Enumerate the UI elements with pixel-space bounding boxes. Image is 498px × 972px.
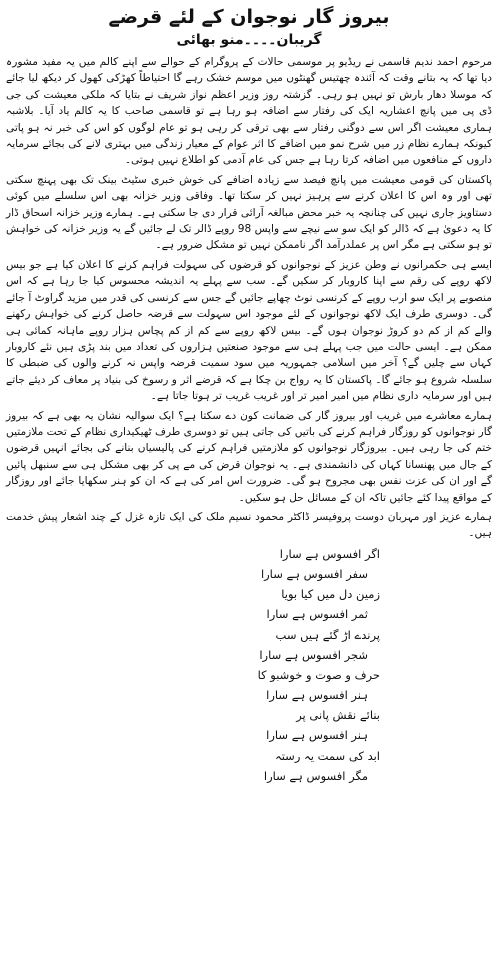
article-byline: گریبان۔۔۔۔منو بھائی — [176, 32, 322, 48]
poem-line: حرف و صوت و خوشبو کا — [257, 667, 380, 682]
poem-line: ابد کی سمت یہ رستہ — [274, 748, 380, 763]
article-body — [6, 54, 492, 542]
paragraph: ہمارے معاشرے میں غریب اور بیروز گار کی ضمانت کون دے سکتا ہے؟ ایک سوالیہ نشان یہ بھی ہے کہ بیروز گار نوجوانوں کو روزگار فراہم کرنے کی باتیں کی جاتی ہیں تو دوسری طرف ٹھیکیداری نظام کے تحت ملازمتیں ختم کی جا رہی ہیں۔ بیروزگار نوجوانوں کو ملازمتیں فراہم کرنے کی پالیسیاں بنانے کی بجائے انہیں قرضوں کے جال میں پھنسانا کہاں کی دانشمندی ہے۔ یہ نوجوان قرض کی مے پی کر بھی مشکل ہی سے سنبھل پائیں گے اور ان کی عزت نفس بھی مجروح ہو گی۔ ضرورت اس امر کی ہے کہ ان کو ہنر سکھایا جائے اور روزگار کے مواقع پیدا کئے جائیں تاکہ ان کے مسائل حل ہو سکیں۔ — [6, 409, 492, 504]
poem — [6, 544, 492, 786]
poem-line: سفر افسوس ہے سارا — [260, 566, 368, 581]
poem-line: زمین دل میں کیا بویا — [281, 587, 380, 602]
verse-intro: ہمارے عزیز اور مہربان دوست پروفیسر ڈاکٹر محمود نسیم ملک کی ایک تازہ غزل کے چند اشعار پیش خدمت ہیں۔ — [6, 510, 492, 540]
poem-line: اگر افسوس ہے سارا — [279, 546, 380, 561]
poem-line: شجر افسوس ہے سارا — [259, 647, 368, 662]
paragraph: پاکستان کی قومی معیشت میں پانچ فیصد سے زیادہ اضافے کی خوش خبری سٹیٹ بینک تک بھی پہنچ سکتی تھی اور وہ اس کا اعلان کرنے سے پرہیز نہیں کر سکتا تھا۔ وفاقی وزیر خزانہ بھی اس سلسلے میں کوئی دستاویز جاری نہیں کی چنانچہ یہ خبر محض مبالغہ آرائی قرار دی جا سکتی ہے۔ ہمارے وزیر خزانہ اسحاق ڈار کا یہ دعویٰ ہے کہ ڈالر کو ایک سو سے نیچے سے واپس 98 روپے ڈالر تک لے جائیں گے یہ وزیر خزانہ کی خواہش تو ہو سکتی ہے مگر اس پر عملدرآمد اگر ناممکن نہیں تو مشکل ضرور ہے۔ — [6, 173, 492, 252]
poem-line: مگر افسوس ہے سارا — [263, 768, 368, 783]
poem-line: بنائے نقش پانی پر — [296, 708, 380, 723]
poem-line: ہنر افسوس ہے سارا — [266, 728, 368, 743]
poem-line: ہنر افسوس ہے سارا — [266, 688, 368, 703]
paragraph: ایسے ہی حکمرانوں نے وطن عزیز کے نوجوانوں کو قرضوں کی سہولت فراہم کرنے کا اعلان کیا ہے جو بیس لاکھ روپے کی رقم سے اپنا کاروبار کر سکیں گے۔ سب سے پہلے یہ اندیشہ محسوس کیا جا رہا ہے کہ اس منصوبے پر ایک سو ارب روپے کے کرنسی نوٹ چھاپے جائیں گے جس سے کرنسی کی قدر میں مزید گراوٹ آ جائے گی۔ دوسری طرف ایک لاکھ نوجوانوں کے لئے موجود اس سہولت سے قرضہ حاصل کرنے کی خواہش رکھنے والے کم از کم دو کروڑ نوجوان ہوں گے۔ بیس لاکھ روپے سے کم از کم پچاس ہزار روپے ماہانہ کمائی ہی ممکن ہے۔ ایسی حالت میں جب پہلے ہی سے موجود صنعتیں ہزاروں کی تعداد میں بند پڑی ہیں نئے کاروبار کہاں سے چلیں گے؟ آخر میں اسلامی جمہوریہ میں سود سمیت قرضہ واپس نہ کرنے والوں کی ضبطی کا سلسلہ شروع ہو جائے گا۔ پاکستان کا یہ رواج بن چکا ہے کہ قرضے اثر و رسوخ کی بنیاد پر معاف کر دیئے جاتے ہیں اور سرمایہ داری نظام میں امیر امیر تر اور غریب غریب تر ہوتا جاتا ہے۔ — [6, 258, 492, 403]
poem-line: ثمر افسوس ہے سارا — [266, 607, 368, 622]
article-title: بیروز گار نوجوان کے لئے قرضے — [108, 6, 390, 28]
paragraph: مرحوم احمد ندیم قاسمی نے ریڈیو پر موسمی حالات کے پروگرام کے حوالے سے اپنے کالم میں یہ مفید مشورہ دیا تھا کہ یہ بتانے وقت کہ آئندہ چھتیس گھنٹوں میں موسم خشک رہے گا احتیاطاً کھڑکی کھول کر دیکھ لیا جائے کہ موسلا دھار بارش تو نہیں ہو رہی۔ گزشتہ روز وزیر اعظم نواز شریف نے بتایا کہ ملکی معیشت کی جی ڈی پی میں پانچ اعشاریہ ایک کی رفتار سے اضافہ ہو رہا ہے تو قاسمی صاحب کا یہ کالم یاد آیا۔ بلاشبہ ہماری معیشت اگر اس سے دوگنی رفتار سے بھی ترقی کر رہی ہو تو عام لوگوں کو اس کی خبر نہ ہو پاتی کیونکہ ہمارے نظام زر میں شرح نمو میں اضافے کا اثر عوام کے معیار زندگی میں بہتری لانے کی بجائے سرمایہ داروں کے منافعوں میں اضافہ کرتا رہا ہے جس کی عام آدمی کو اطلاع نہیں ہوتی۔ — [6, 56, 492, 167]
poem-line: پرندے اڑ گئے ہیں سب — [275, 627, 380, 642]
